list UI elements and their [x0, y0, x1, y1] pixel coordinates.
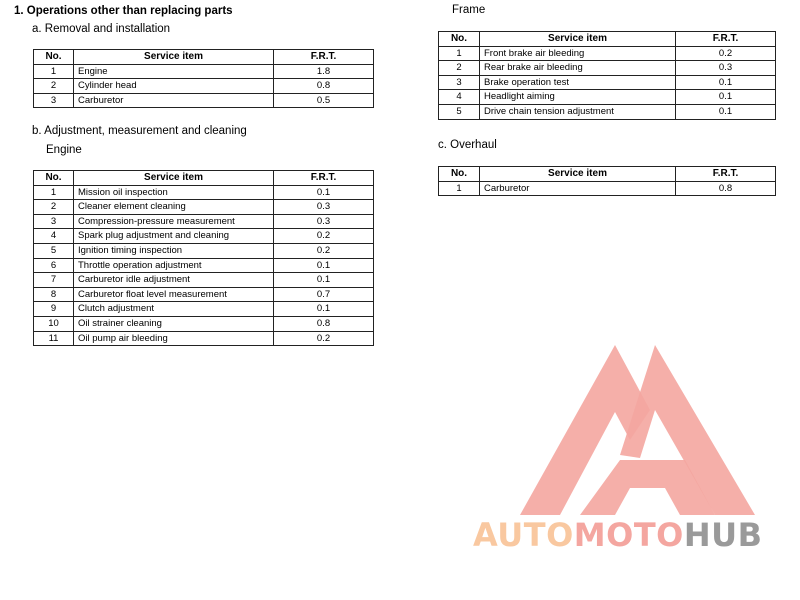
cell-frt: 0.2	[676, 46, 776, 61]
cell-frt: 0.2	[274, 331, 374, 346]
cell-no: 1	[34, 64, 74, 79]
cell-frt: 0.8	[274, 79, 374, 94]
section-title: 1. Operations other than replacing parts	[14, 5, 233, 17]
cell-no: 2	[439, 61, 480, 76]
cell-no: 8	[34, 287, 74, 302]
engine-subheading: Engine	[46, 144, 82, 156]
col-frt-header: F.R.T.	[274, 50, 374, 65]
cell-no: 7	[34, 273, 74, 288]
table-row	[439, 46, 776, 61]
table-row	[34, 185, 374, 200]
col-item-header: Service item	[74, 50, 274, 65]
cell-no: 10	[34, 316, 74, 331]
cell-frt: 0.5	[274, 93, 374, 108]
brand-text-moto: MOTO	[573, 516, 684, 554]
cell-service-item: Brake operation test	[480, 75, 676, 90]
cell-no: 11	[34, 331, 74, 346]
table-row	[34, 200, 374, 215]
cell-frt: 0.8	[274, 316, 374, 331]
cell-no: 2	[34, 79, 74, 94]
cell-no: 3	[34, 214, 74, 229]
table-row	[34, 214, 374, 229]
table-row	[34, 287, 374, 302]
cell-service-item: Compression-pressure measurement	[74, 214, 274, 229]
cell-frt: 0.1	[274, 273, 374, 288]
cell-service-item: Ignition timing inspection	[74, 243, 274, 258]
cell-service-item: Clutch adjustment	[74, 302, 274, 317]
cell-service-item: Cleaner element cleaning	[74, 200, 274, 215]
cell-no: 1	[439, 181, 480, 196]
col-no-header: No.	[439, 167, 480, 182]
cell-frt: 0.1	[676, 75, 776, 90]
cell-frt: 0.1	[274, 302, 374, 317]
table-row	[34, 79, 374, 94]
table-row	[34, 302, 374, 317]
cell-no: 6	[34, 258, 74, 273]
cell-no: 5	[439, 104, 480, 119]
col-no-header: No.	[439, 32, 480, 47]
cell-service-item: Oil strainer cleaning	[74, 316, 274, 331]
cell-no: 2	[34, 200, 74, 215]
cell-service-item: Carburetor	[480, 181, 676, 196]
frame-table	[438, 31, 776, 120]
table-row	[439, 90, 776, 105]
cell-no: 1	[34, 185, 74, 200]
table-row	[34, 331, 374, 346]
col-item-header: Service item	[74, 171, 274, 186]
table-header-row	[439, 32, 776, 47]
cell-frt: 0.2	[274, 243, 374, 258]
frame-heading: Frame	[452, 4, 486, 16]
cell-service-item: Carburetor	[74, 93, 274, 108]
cell-frt: 0.3	[274, 200, 374, 215]
cell-frt: 0.1	[676, 104, 776, 119]
cell-service-item: Oil pump air bleeding	[74, 331, 274, 346]
table-row	[34, 273, 374, 288]
col-frt-header: F.R.T.	[274, 171, 374, 186]
table-row	[34, 64, 374, 79]
cell-service-item: Drive chain tension adjustment	[480, 104, 676, 119]
table-row	[439, 104, 776, 119]
cell-service-item: Headlight aiming	[480, 90, 676, 105]
col-no-header: No.	[34, 50, 74, 65]
adjustment-table	[33, 170, 374, 346]
cell-frt: 0.1	[676, 90, 776, 105]
cell-service-item: Spark plug adjustment and cleaning	[74, 229, 274, 244]
table-header-row	[34, 171, 374, 186]
cell-service-item: Mission oil inspection	[74, 185, 274, 200]
removal-heading: a. Removal and installation	[32, 23, 171, 35]
table-row	[439, 75, 776, 90]
cell-no: 4	[439, 90, 480, 105]
table-row	[34, 316, 374, 331]
cell-no: 3	[34, 93, 74, 108]
cell-frt: 0.1	[274, 258, 374, 273]
cell-service-item: Carburetor float level measurement	[74, 287, 274, 302]
brand-text-hub: HUB	[683, 516, 763, 554]
cell-frt: 0.8	[676, 181, 776, 196]
col-no-header: No.	[34, 171, 74, 186]
cell-service-item: Front brake air bleeding	[480, 46, 676, 61]
overhaul-heading: c. Overhaul	[438, 139, 497, 151]
removal-table	[33, 49, 374, 108]
table-row	[34, 229, 374, 244]
table-header-row	[439, 167, 776, 182]
cell-service-item: Rear brake air bleeding	[480, 61, 676, 76]
table-row	[439, 181, 776, 196]
cell-no: 3	[439, 75, 480, 90]
cell-frt: 0.7	[274, 287, 374, 302]
col-item-header: Service item	[480, 32, 676, 47]
cell-service-item: Engine	[74, 64, 274, 79]
col-item-header: Service item	[480, 167, 676, 182]
table-row	[34, 258, 374, 273]
cell-no: 5	[34, 243, 74, 258]
cell-frt: 0.1	[274, 185, 374, 200]
cell-service-item: Throttle operation adjustment	[74, 258, 274, 273]
watermark-brand-text	[473, 516, 763, 554]
col-frt-header: F.R.T.	[676, 167, 776, 182]
cell-no: 4	[34, 229, 74, 244]
table-row	[439, 61, 776, 76]
cell-frt: 0.2	[274, 229, 374, 244]
cell-frt: 1.8	[274, 64, 374, 79]
table-row	[34, 243, 374, 258]
table-header-row	[34, 50, 374, 65]
cell-no: 1	[439, 46, 480, 61]
cell-frt: 0.3	[274, 214, 374, 229]
overhaul-table	[438, 166, 776, 196]
cell-frt: 0.3	[676, 61, 776, 76]
table-row	[34, 93, 374, 108]
adjustment-heading: b. Adjustment, measurement and cleaning	[32, 125, 247, 137]
brand-text-auto: AUTO	[473, 516, 574, 554]
cell-no: 9	[34, 302, 74, 317]
cell-service-item: Cylinder head	[74, 79, 274, 94]
col-frt-header: F.R.T.	[676, 32, 776, 47]
cell-service-item: Carburetor idle adjustment	[74, 273, 274, 288]
